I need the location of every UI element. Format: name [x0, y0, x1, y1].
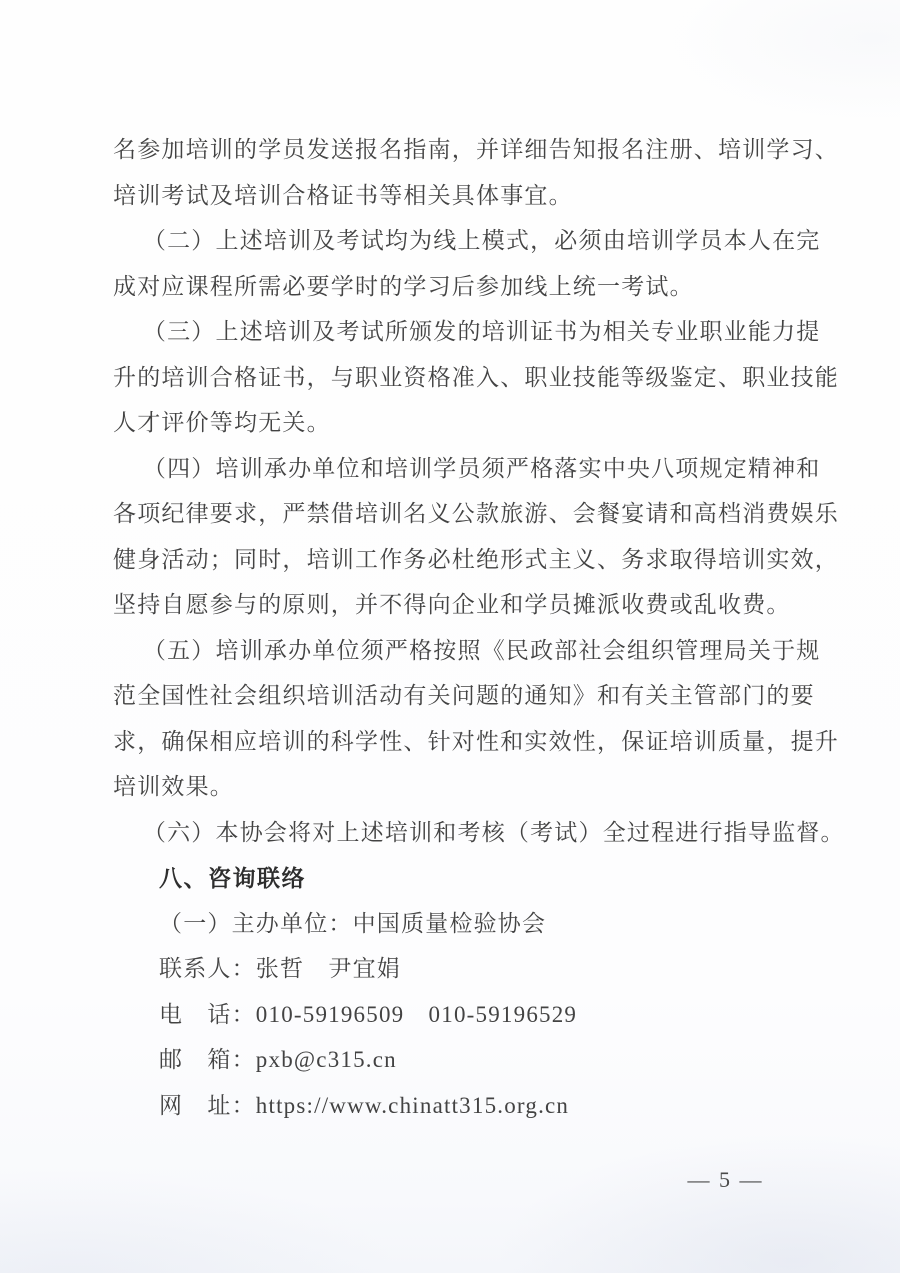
section-heading: 八、咨询联络	[159, 865, 306, 891]
document-line: 坚持自愿参与的原则，并不得向企业和学员摊派收费或乱收费。	[113, 592, 791, 617]
document-line: 名参加培训的学员发送报名指南，并详细告知报名注册、培训学习、	[113, 137, 839, 162]
document-line: 求，确保相应培训的科学性、针对性和实效性，保证培训质量，提升	[113, 729, 839, 754]
document-line: （二）上述培训及考试均为线上模式，必须由培训学员本人在完	[142, 228, 821, 253]
document-line: 成对应课程所需必要学时的学习后参加线上统一考试。	[113, 274, 694, 299]
organizer-line: （一）主办单位：中国质量检验协会	[159, 911, 547, 936]
document-line: 健身活动；同时，培训工作务必杜绝形式主义、务求取得培训实效，	[113, 547, 839, 572]
document-line: 各项纪律要求，严禁借培训名义公款旅游、会餐宴请和高档消费娱乐	[113, 501, 839, 526]
website-line: 网 址：https://www.chinatt315.org.cn	[159, 1093, 570, 1118]
document-line: 培训考试及培训合格证书等相关具体事宜。	[113, 183, 573, 208]
document-line: （三）上述培训及考试所颁发的培训证书为相关专业职业能力提	[142, 319, 821, 344]
document-line: 培训效果。	[113, 774, 234, 799]
document-line: 升的培训合格证书，与职业资格准入、职业技能等级鉴定、职业技能	[113, 365, 839, 390]
page-number: — 5 —	[687, 1167, 764, 1192]
contact-person-line: 联系人：张哲 尹宜娟	[159, 956, 401, 981]
document-line: （五）培训承办单位须严格按照《民政部社会组织管理局关于规	[142, 638, 821, 663]
phone-line: 电 话：010-59196509 010-59196529	[159, 1002, 578, 1027]
document-line: 范全国性社会组织培训活动有关问题的通知》和有关主管部门的要	[113, 683, 815, 708]
email-line: 邮 箱：pxb@c315.cn	[159, 1047, 397, 1072]
document-line: （四）培训承办单位和培训学员须严格落实中央八项规定精神和	[142, 456, 821, 481]
document-line: （六）本协会将对上述培训和考核（考试）全过程进行指导监督。	[142, 820, 845, 845]
document-line: 人才评价等均无关。	[113, 410, 331, 435]
